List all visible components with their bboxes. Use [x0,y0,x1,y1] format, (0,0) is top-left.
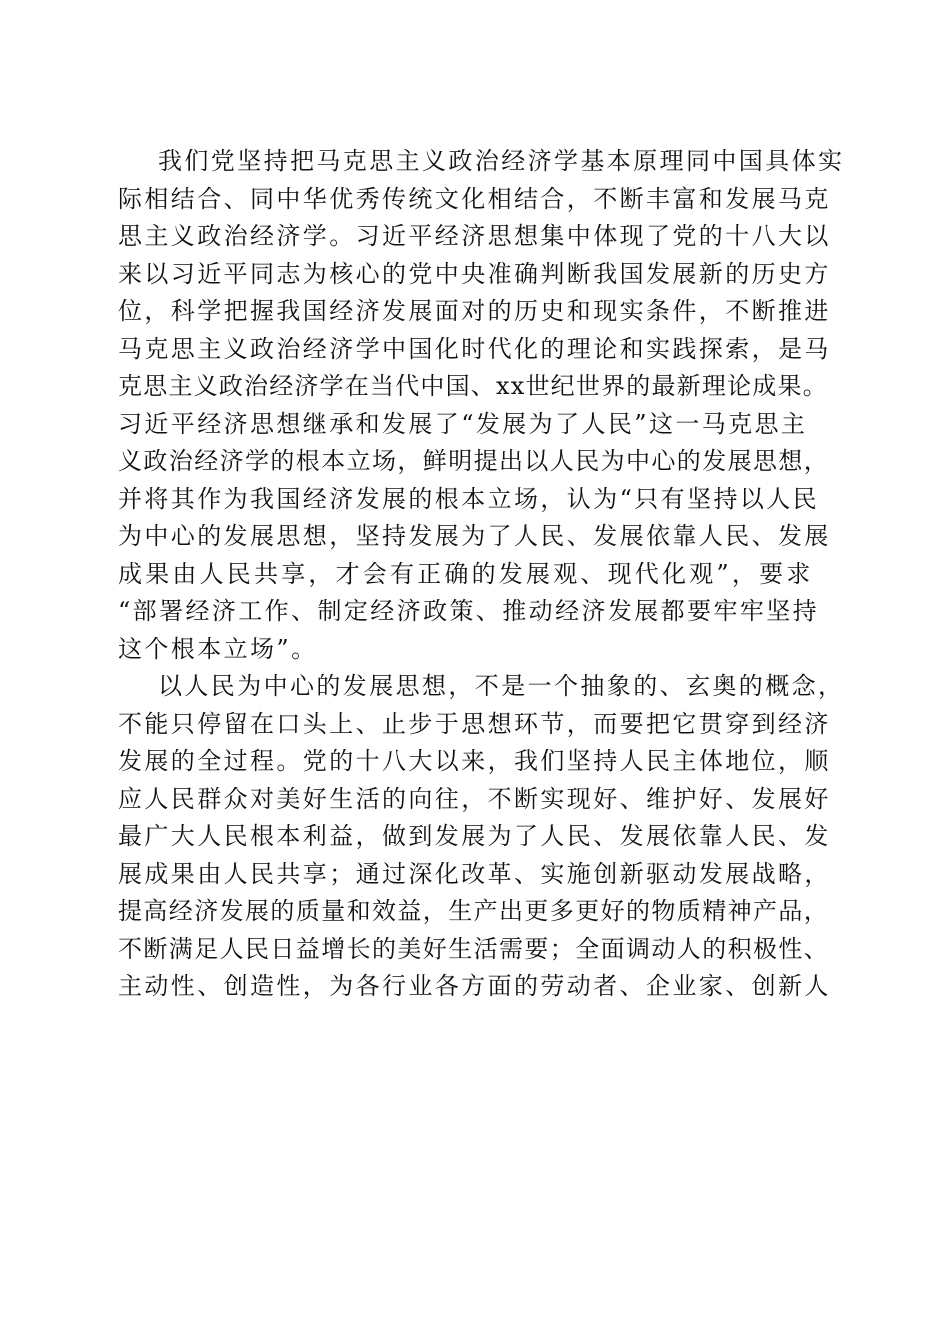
paragraph-line: 义政治经济学的根本立场，鲜明提出以人民为中心的发展思想， [118,447,830,475]
paragraph-line: 克思主义政治经济学在当代中国、xx世纪世界的最新理论成果。 [118,372,828,400]
document-body [118,143,845,1006]
paragraph-line: 主动性、创造性，为各行业各方面的劳动者、企业家、创新人 [118,972,831,1000]
paragraph-line: 最广大人民根本利益，做到发展为了人民、发展依靠人民、发 [118,822,831,850]
paragraph-line: 发展的全过程。党的十八大以来，我们坚持人民主体地位，顺 [118,747,831,775]
paragraph-line: 思主义政治经济学。习近平经济思想集中体现了党的十八大以 [118,222,831,250]
paragraph-line: 习近平经济思想继承和发展了“发展为了人民”这一马克思主 [118,409,808,438]
paragraph-line: 并将其作为我国经济发展的根本立场，认为“只有坚持以人民 [118,484,820,513]
paragraph-2 [118,668,845,1006]
paragraph-line: 位，科学把握我国经济发展面对的历史和现实条件，不断推进 [118,297,831,325]
paragraph-line: 我们党坚持把马克思主义政治经济学基本原理同中国具体实 [158,147,845,175]
paragraph-line: 为中心的发展思想，坚持发展为了人民、发展依靠人民、发展 [118,522,831,550]
paragraph-line: 成果由人民共享，才会有正确的发展观、现代化观”，要求 [118,559,814,588]
paragraph-1 [118,143,845,668]
paragraph-line: 展成果由人民共享；通过深化改革、实施创新驱动发展战略， [118,859,831,888]
paragraph-line: “部署经济工作、制定经济政策、推动经济发展都要牢牢坚持 [118,597,820,625]
paragraph-line: 来以习近平同志为核心的党中央准确判断我国发展新的历史方 [118,259,831,288]
paragraph-line: 马克思主义政治经济学中国化时代化的理论和实践探索，是马 [118,334,831,363]
paragraph-line: 不断满足人民日益增长的美好生活需要；全面调动人的积极性、 [118,934,830,963]
paragraph-line: 应人民群众对美好生活的向往，不断实现好、维护好、发展好 [118,784,831,813]
paragraph-line: 以人民为中心的发展思想，不是一个抽象的、玄奥的概念， [158,672,845,700]
paragraph-line: 不能只停留在口头上、止步于思想环节，而要把它贯穿到经济 [118,709,831,738]
paragraph-line: 这个根本立场”。 [118,634,318,663]
paragraph-line: 提高经济发展的质量和效益，生产出更多更好的物质精神产品， [118,897,830,925]
paragraph-line: 际相结合、同中华优秀传统文化相结合，不断丰富和发展马克 [118,184,831,213]
